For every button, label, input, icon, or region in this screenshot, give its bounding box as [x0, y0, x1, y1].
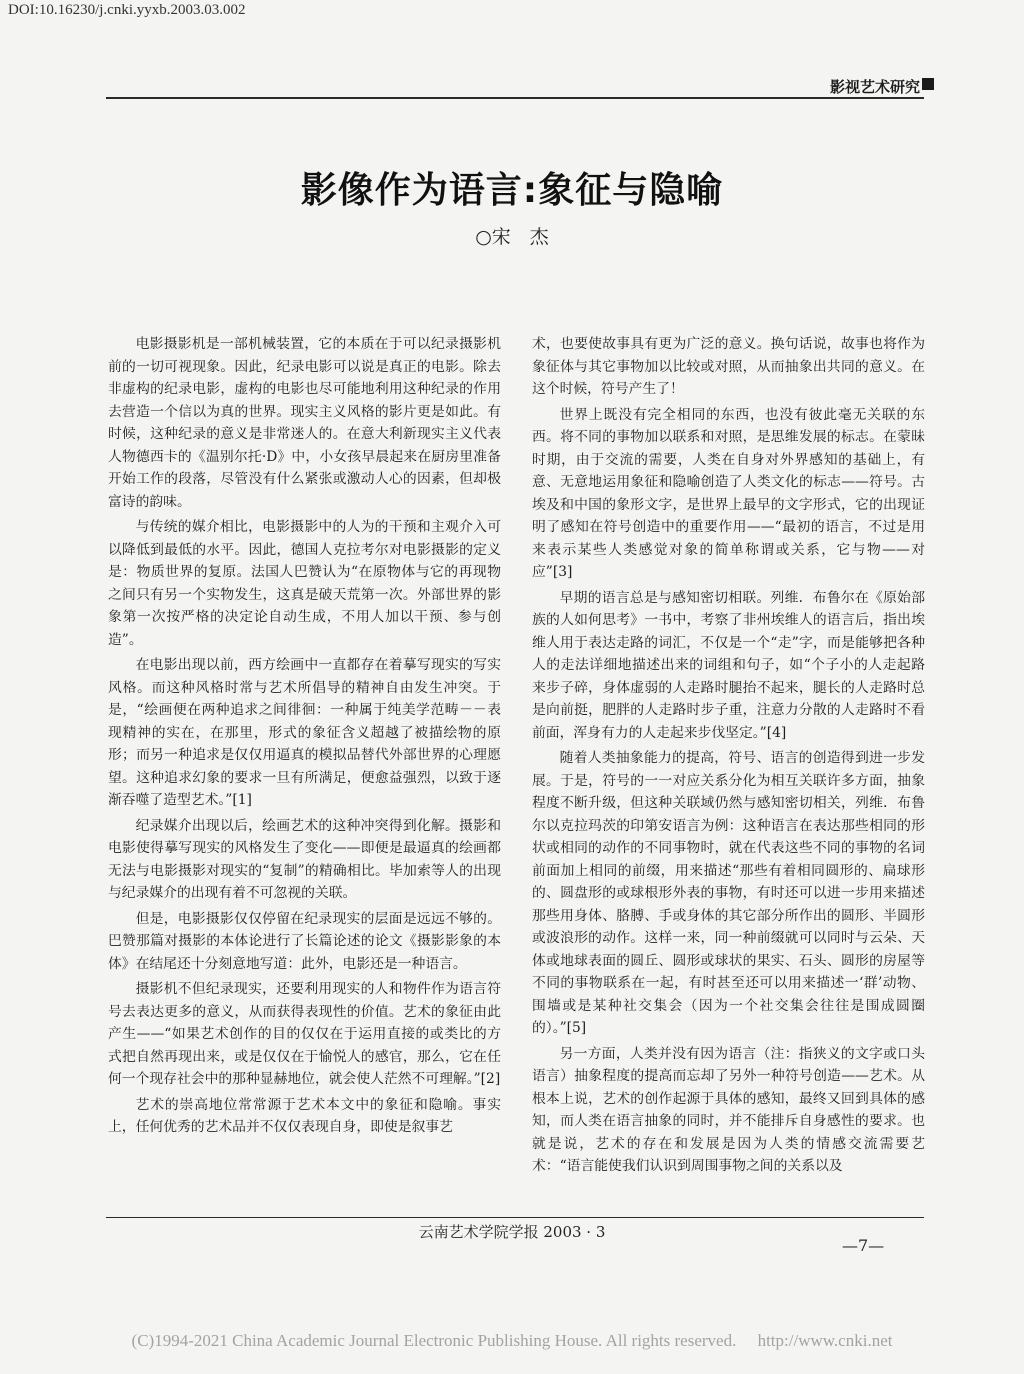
page-number: —7—: [842, 1236, 885, 1255]
paragraph: 术，也要使故事具有更为广泛的意义。换句话说，故事也将作为象征体与其它事物加以比较或对照，从而抽象出共同的意义。在这个时候，符号产生了！: [532, 336, 925, 397]
footer-rule: [106, 1217, 924, 1218]
paragraph: 摄影机不但纪录现实，还要利用现实的人和物件作为语言符号去表达更多的意义，从而获得表现性的价值。艺术的象征由此产生——“如果艺术创作的目的仅仅在于运用直接的或类比的方式把自然再现出来，或是仅仅在于愉悦人的感官，那么，它在任何一个现存社会中的那种显赫地位，就会使人茫然不可理解。”[2]: [108, 981, 501, 1087]
header-rule: [106, 97, 924, 99]
paragraph: 随着人类抽象能力的提高，符号、语言的创造得到进一步发展。于是，符号的一一对应关系分化为相互关联许多方面，抽象程度不断升级，但这种关联域仍然与感知密切相关，列维．布鲁尔以克拉玛茨的印第安语言为例：这种语言在表达那些相同的形状或相同的动作的不同事物时，就在代表这些不同的事物的名词前面加上相同的前缀，用来描述“那些有着相同圆形的、扁球形的、圆盘形的或球根形外表的事物，有时还可以进一步用来描述那些用身体、胳膊、手或身体的其它部分所作出的圆形、半圆形或波浪形的动作。这样一来，同一种前缀就可以同时与云朵、天体或地球表面的圆丘、圆形或球状的果实、石头、圆形的房屋等不同的事物联系在一起，有时甚至还可以用来描述一‘群’动物、围墙或是某种社交集会（因为一个社交集会往往是围成圆圈的）。”[5]: [532, 750, 925, 1036]
article-title: 影像作为语言:象征与隐喻: [300, 170, 724, 211]
paragraph: 在电影出现以前，西方绘画中一直都存在着摹写现实的写实风格。而这种风格时常与艺术所倡导的精神自由发生冲突。于是，“绘画便在两种追求之间徘徊：一种属于纯美学范畴－－表现精神的实在，在那里，形式的象征含义超越了被描绘物的原形；而另一种追求是仅仅用逼真的模拟品替代外部世界的心理愿望。这种追求幻象的要求一旦有所满足，便愈益强烈，以致于逐渐吞噬了造型艺术。”[1]: [108, 657, 501, 808]
section-marker: [922, 78, 934, 90]
paragraph: 另一方面，人类并没有因为语言（注：指狭义的文字或口头语言）抽象程度的提高而忘却了另外一种符号创造——艺术。从根本上说，艺术的创作起源于具体的感知，最终又回到具体的感知，而人类在语言抽象的同时，并不能排斥自身感性的要求。也就是说，艺术的存在和发展是因为人类的情感交流需要艺术：“语言能使我们认识到周围事物之间的关系以及: [532, 1045, 925, 1174]
paragraph: 世界上既没有完全相同的东西，也没有彼此毫无关联的东西。将不同的事物加以联系和对照，是思维发展的标志。在蒙昧时期，由于交流的需要，人类在自身对外界感知的基础上，有意、无意地运用象征和隐喻创造了人类文化的标志——符号。古埃及和中国的象形文字，是世界上最早的文字形式，它的出现证明了感知在符号创造中的重要作用——“最初的语言，不过是用来表示某些人类感觉对象的简单称谓或关系，它与物——对应”[3]: [532, 406, 925, 580]
copyright-watermark: (C)1994-2021 China Academic Journal Electronic Publishing House. All rights reserved. http://www.cnki.net: [131, 1331, 893, 1350]
paragraph: 早期的语言总是与感知密切相联。列维．布鲁尔在《原始部族的人如何思考》一书中，考察了非州埃维人的语言后，指出埃维人用于表达走路的词汇，不仅是一个“走”字，而是能够把各种人的走法详细地描述出来的词组和句子，如“个子小的人走起路来步子碎，身体虚弱的人走路时腿抬不起来，腿长的人走路时总是向前挺，肥胖的人走路时步子重，注意力分散的人走路时不看前面，浑身有力的人走起来步伐坚定。”[4]: [532, 589, 925, 741]
right-column: [532, 333, 925, 1181]
doi-label: DOI:10.16230/j.cnki.yyxb.2003.03.002: [8, 2, 246, 18]
left-column: [108, 333, 501, 1142]
article-author: ○宋 杰: [475, 226, 549, 248]
paragraph: 纪录媒介出现以后，绘画艺术的这种冲突得到化解。摄影和电影使得摹写现实的风格发生了变化——即便是最逼真的绘画都无法与电影摄影对现实的“复制”的精确相比。毕加索等人的出现与纪录媒介的出现有着不可忽视的关联。: [108, 817, 501, 901]
paragraph: 艺术的崇高地位常常源于艺术本文中的象征和隐喻。事实上，任何优秀的艺术品并不仅仅表现自身，即使是叙事艺: [108, 1096, 501, 1135]
paragraph: 与传统的媒介相比，电影摄影中的人为的干预和主观介入可以降低到最低的水平。因此，德国人克拉考尔对电影摄影的定义是：物质世界的复原。法国人巴赞认为“在原物体与它的再现物之间只有另一个实物发生，这真是破天荒第一次。外部世界的影象第一次按严格的决定论自动生成，不用人加以干预、参与创造”。: [108, 519, 501, 648]
section-label: 影视艺术研究: [829, 78, 920, 96]
paragraph: 但是，电影摄影仅仅停留在纪录现实的层面是远远不够的。巴赞那篇对摄影的本体论进行了长篇论述的论文《摄影影象的本体》在结尾还十分刻意地写道：此外，电影还是一种语言。: [108, 910, 501, 972]
paragraph: 电影摄影机是一部机械装置，它的本质在于可以纪录摄影机前的一切可视现象。因此，纪录电影可以说是真正的电影。除去非虚构的纪录电影，虚构的电影也尽可能地利用这种纪录的作用去营造一个信以为真的世界。现实主义风格的影片更是如此。有时候，这种纪录的意义是非常迷人的。在意大利新现实主义代表人物德西卡的《温别尔托·D》中，小女孩早晨起来在厨房里准备开始工作的段落，尽管没有什么紧张或激动人心的因素，但却极富诗的韵味。: [108, 336, 501, 510]
journal-name: 云南艺术学院学报 2003 · 3: [418, 1223, 606, 1241]
